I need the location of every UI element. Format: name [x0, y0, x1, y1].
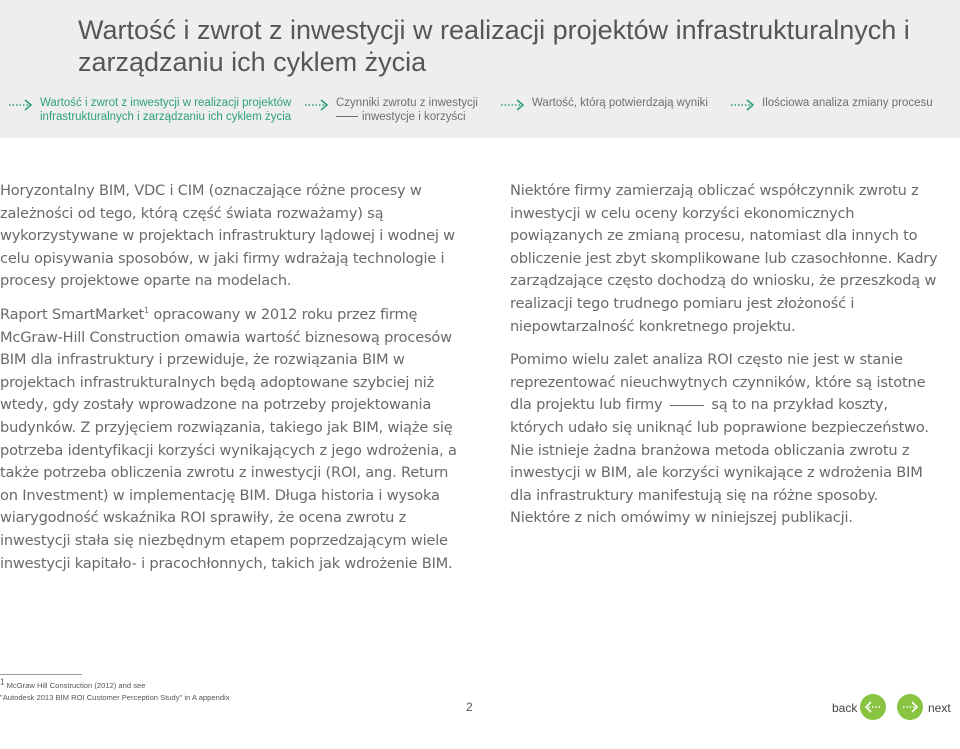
- nav-item-value-roi[interactable]: [8, 96, 291, 124]
- right-column: [510, 180, 940, 530]
- page-title: Wartość i zwrot z inwestycji w realizacji projektów infrastrukturalnych i zarządzaniu ich cyklem życia: [78, 15, 910, 77]
- nav-item-confirmed-value[interactable]: [500, 96, 708, 112]
- paragraph: Horyzontalny BIM, VDC i CIM (oznaczające różne procesy w zależności od tego, którą część świata rozważamy) są wykorzystywane w projektach infrastruktury lądowej i wodnej w celu opisywania sposobów, w jaki firmy wdrażają technologie i procesy projektowe oparte na modelach.: [0, 182, 455, 290]
- dotted-arrow-icon: [730, 98, 756, 112]
- arrow-left-icon: [860, 694, 886, 720]
- dotted-arrow-icon: [8, 98, 34, 112]
- back-label[interactable]: back: [832, 701, 858, 715]
- dotted-arrow-icon: [304, 98, 330, 112]
- footnote: $^1$ McGraw Hill Construction (2012) and see "Autodesk 2013 BIM ROI Customer Perception Study" in A appendix: [0, 677, 230, 702]
- em-dash: [336, 116, 358, 117]
- arrow-right-icon: [897, 694, 923, 720]
- section-nav: [0, 96, 960, 130]
- em-dash: [670, 405, 704, 406]
- page-number: 2: [466, 700, 473, 714]
- footnote-divider: [0, 674, 82, 675]
- nav-item-roi-factors[interactable]: [304, 96, 478, 124]
- nav-item-quantitative-analysis[interactable]: [730, 96, 933, 112]
- nav-item-label: Ilościowa analiza zmiany procesu: [762, 97, 933, 109]
- nav-item-label: Wartość i zwrot z inwestycji w realizacji projektów infrastrukturalnych i zarządzaniu ich cyklem życia: [40, 97, 292, 123]
- paragraph: Pomimo wielu zalet analiza ROI często nie jest w stanie reprezentować nieuchwytnych czynników, które są istotne dla projektu lub firmy są to na przykład koszty, których udało się uniknąć lub poprawione bezpieczeństwo. Nie istnieje żadna branżowa metoda obliczania zwrotu z inwestycji w BIM, ale korzyści wynikające z wdrożenia BIM dla infrastruktury manifestują się na różne sposoby. Niektóre z nich omówimy w niniejszej publikacji.: [510, 351, 929, 527]
- paragraph: Niektóre firmy zamierzają obliczać współczynnik zwrotu z inwestycji w celu oceny korzyści ekonomicznych powiązanych ze zmianą procesu, natomiast dla innych to obliczenie jest zbyt skomplikowane lub czasochłonne. Kadry zarządzające często dochodzą do wniosku, że przeszkodą w realizacji tego trudnego pomiaru jest złożoność i niepowtarzalność konkretnego projektu.: [510, 182, 938, 335]
- left-column: [0, 180, 470, 575]
- footnote-ref: 1: [144, 306, 149, 316]
- next-button[interactable]: [897, 694, 923, 720]
- back-button[interactable]: [860, 694, 886, 720]
- nav-item-label: Czynniki zwrotu z inwestycji inwestycje i korzyści: [336, 97, 478, 123]
- paragraph: Raport SmartMarket$^1$ opracowany w 2012 roku przez firmę McGraw-Hill Construction omawia wartość biznesową procesów BIM dla infrastruktury i przewiduje, że rozwiązania BIM w projektach infrastrukturalnych będą adoptowane szybciej niż wtedy, gdy zostały wprowadzone na potrzeby projektowania budynków. Z przyjęciem rozwiązania, takiego jak BIM, wiąże się potrzeba identyfikacji korzyści wynikających z jego wdrożenia, a także potrzeba obliczenia zwrotu z inwestycji (ROI, ang. Return on Investment) w implementację BIM. Długa historia i wysoka wiarygodność wskaźnika ROI sprawiły, że ocena zwrotu z inwestycji stała się niezbędnym etapem poprzedzającym wiele inwestycji kapitało- i pracochłonnych, takich jak wdrożenie BIM.: [0, 305, 457, 572]
- next-label[interactable]: next: [928, 701, 951, 715]
- nav-item-label: Wartość, którą potwierdzają wyniki: [532, 97, 708, 109]
- dotted-arrow-icon: [500, 98, 526, 112]
